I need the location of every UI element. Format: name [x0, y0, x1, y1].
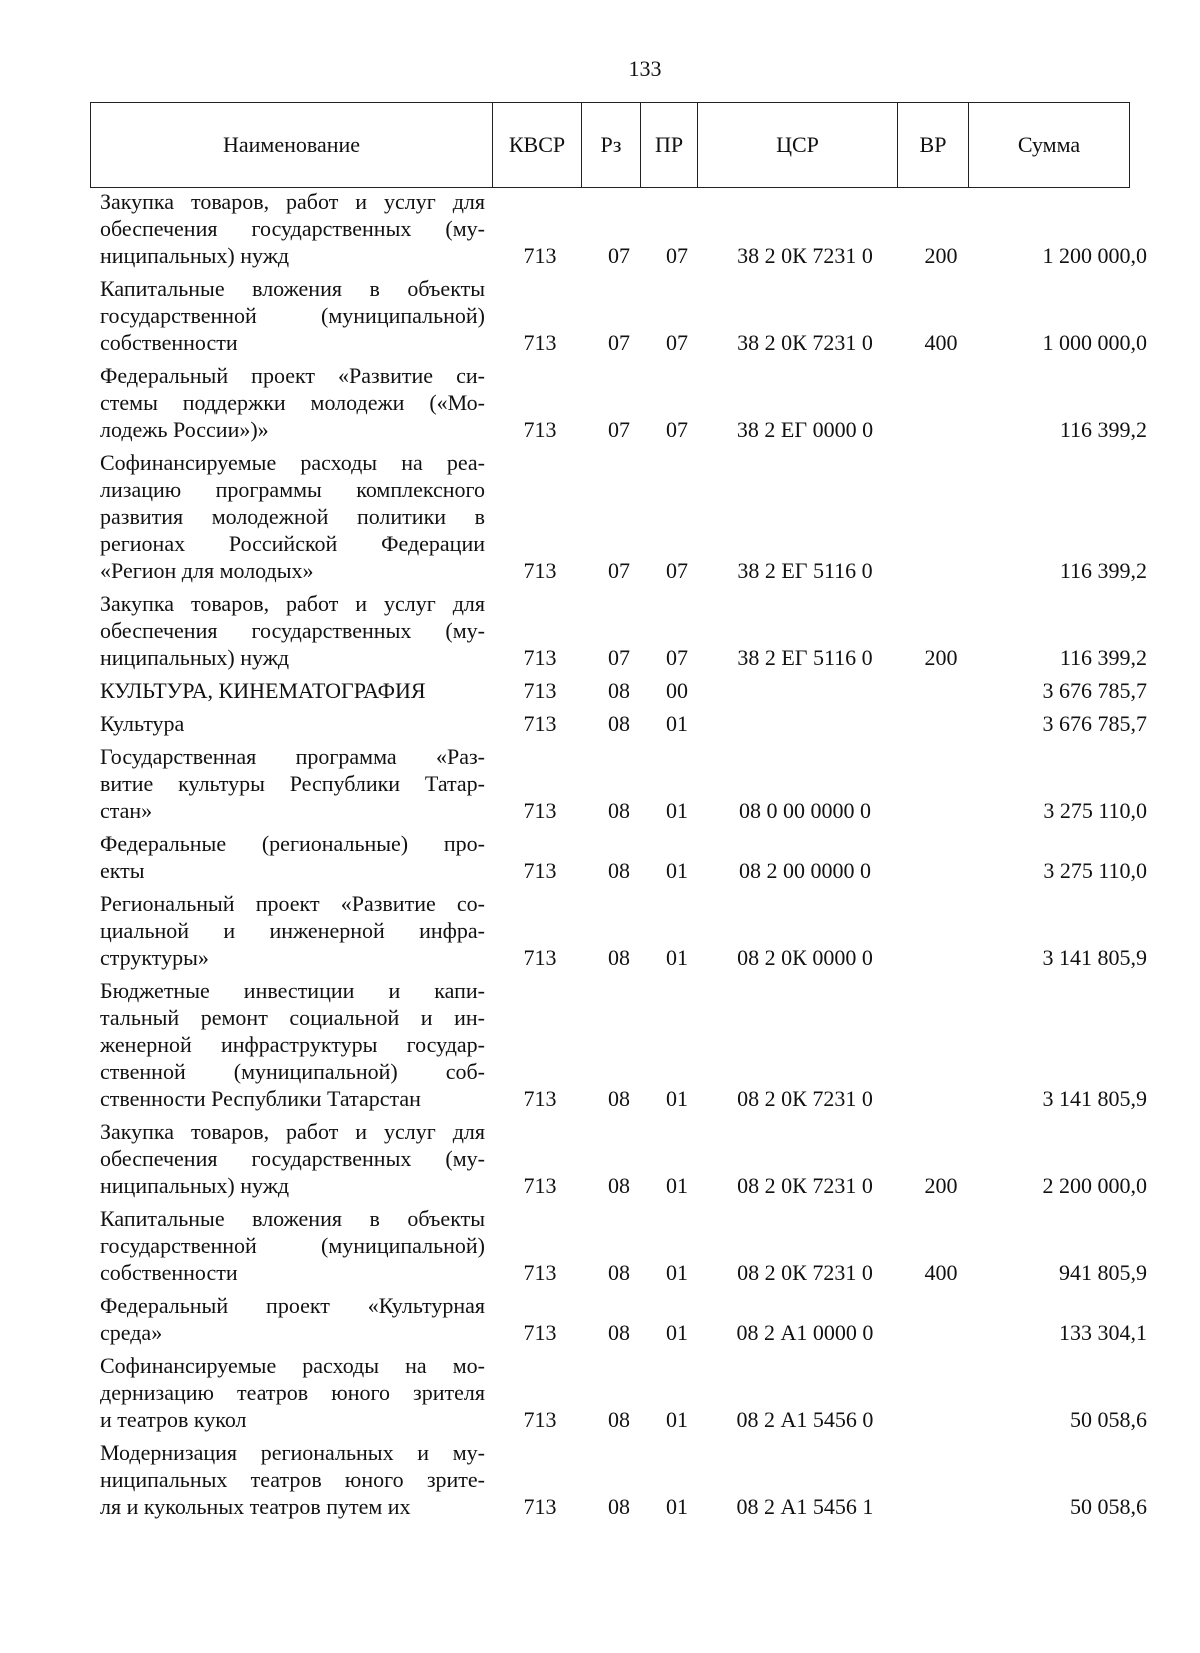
- table-row: [100, 1439, 1150, 1520]
- row-name-line: государственной (муниципальной): [100, 1233, 485, 1258]
- row-sum: 133 304,1: [1059, 1320, 1147, 1345]
- row-kvsr: 713: [523, 1494, 557, 1519]
- row-pr: 01: [666, 1086, 688, 1111]
- row-rz: 08: [608, 1086, 630, 1111]
- row-name: [100, 275, 485, 356]
- row-rz: 07: [608, 330, 630, 355]
- row-name-line: обеспечения государственных (му-: [100, 1146, 485, 1171]
- row-name-line: витие культуры Республики Татар-: [100, 771, 485, 796]
- row-pr: 07: [666, 645, 688, 670]
- row-name-line: Капитальные вложения в объекты: [100, 1206, 485, 1231]
- row-name: [100, 890, 485, 971]
- table-row: [100, 677, 1150, 704]
- row-name-line: Закупка товаров, работ и услуг для: [100, 189, 485, 214]
- row-name-line: государственной (муниципальной): [100, 303, 485, 328]
- table-row: [100, 1352, 1150, 1433]
- row-name-line: Закупка товаров, работ и услуг для: [100, 591, 485, 616]
- row-name-line: екты: [100, 858, 145, 883]
- row-csr: 08 2 А1 0000 0: [736, 1320, 874, 1345]
- row-sum: 3 141 805,9: [1042, 1086, 1147, 1111]
- row-sum: 3 676 785,7: [1042, 711, 1147, 736]
- table-row: [100, 275, 1150, 356]
- row-pr: 01: [666, 711, 688, 736]
- row-name-line: тальный ремонт социальной и ин-: [100, 1005, 485, 1030]
- row-kvsr: 713: [523, 330, 557, 355]
- row-name-line: стан»: [100, 798, 153, 823]
- row-rz: 07: [608, 243, 630, 268]
- table-row: [100, 590, 1150, 671]
- table-row: [100, 449, 1150, 584]
- row-csr: 38 2 ЕГ 5116 0: [737, 645, 873, 670]
- row-kvsr: 713: [523, 945, 557, 970]
- header-rz: Рз: [582, 103, 641, 187]
- row-csr: 08 2 00 0000 0: [739, 858, 871, 883]
- row-kvsr: 713: [523, 1407, 557, 1432]
- row-rz: 08: [608, 1494, 630, 1519]
- row-name-line: среда»: [100, 1320, 163, 1345]
- row-pr: 00: [666, 678, 688, 703]
- row-kvsr: 713: [523, 1320, 557, 1345]
- row-vr: 200: [924, 645, 958, 670]
- row-rz: 08: [608, 798, 630, 823]
- row-name-line: Софинансируемые расходы на реа-: [100, 450, 485, 475]
- row-name-line: лизацию программы комплексного: [100, 477, 485, 502]
- row-rz: 08: [608, 1260, 630, 1285]
- row-name: [100, 1352, 485, 1433]
- row-sum: 1 000 000,0: [1042, 330, 1147, 355]
- row-rz: 08: [608, 711, 630, 736]
- header-kvsr: КВСР: [493, 103, 582, 187]
- table-row: [100, 890, 1150, 971]
- row-name-line: женерной инфраструктуры государ-: [100, 1032, 485, 1057]
- row-kvsr: 713: [523, 417, 557, 442]
- row-name-line: ля и кукольных театров путем их: [100, 1494, 411, 1519]
- row-sum: 50 058,6: [1070, 1494, 1147, 1519]
- row-name-line: Модернизация региональных и му-: [100, 1440, 485, 1465]
- row-name-line: ниципальных театров юного зрите-: [100, 1467, 485, 1492]
- row-csr: 08 2 0К 7231 0: [737, 1173, 873, 1198]
- row-csr: 08 2 0К 0000 0: [737, 945, 873, 970]
- table-row: [100, 1205, 1150, 1286]
- row-name-line: собственности: [100, 330, 238, 355]
- row-pr: 01: [666, 1320, 688, 1345]
- row-name-line: циальной и инженерной инфра-: [100, 918, 485, 943]
- table-row: [100, 743, 1150, 824]
- row-name-line: ниципальных) нужд: [100, 1173, 290, 1198]
- row-rz: 07: [608, 558, 630, 583]
- row-name-line: Государственная программа «Раз-: [100, 744, 485, 769]
- row-sum: 116 399,2: [1059, 417, 1147, 442]
- row-pr: 07: [666, 558, 688, 583]
- row-sum: 3 141 805,9: [1042, 945, 1147, 970]
- row-rz: 08: [608, 945, 630, 970]
- row-name-line: развития молодежной политики в: [100, 504, 485, 529]
- row-kvsr: 713: [523, 858, 557, 883]
- row-name-line: Федеральные (региональные) про-: [100, 831, 485, 856]
- row-name: [100, 977, 485, 1112]
- row-rz: 08: [608, 1173, 630, 1198]
- row-csr: 38 2 ЕГ 5116 0: [737, 558, 873, 583]
- row-name: [100, 590, 485, 671]
- row-pr: 01: [666, 858, 688, 883]
- header-pr: ПР: [641, 103, 698, 187]
- row-kvsr: 713: [523, 798, 557, 823]
- row-name-line: Бюджетные инвестиции и капи-: [100, 978, 485, 1003]
- row-rz: 08: [608, 1407, 630, 1432]
- row-name-line: и театров кукол: [100, 1407, 247, 1432]
- row-name-line: Культура: [100, 711, 185, 736]
- row-vr: 200: [924, 1173, 958, 1198]
- table-row: [100, 830, 1150, 884]
- table-row: [100, 1118, 1150, 1199]
- row-sum: 941 805,9: [1059, 1260, 1147, 1285]
- row-sum: 50 058,6: [1070, 1407, 1147, 1432]
- row-csr: 08 0 00 0000 0: [739, 798, 871, 823]
- table-row: [100, 362, 1150, 443]
- row-name: [100, 743, 485, 824]
- row-kvsr: 713: [523, 678, 557, 703]
- row-pr: 07: [666, 330, 688, 355]
- row-name-line: Закупка товаров, работ и услуг для: [100, 1119, 485, 1144]
- header-name: Наименование: [91, 103, 493, 187]
- row-pr: 01: [666, 1407, 688, 1432]
- row-pr: 07: [666, 243, 688, 268]
- row-name-line: обеспечения государственных (му-: [100, 618, 485, 643]
- row-name-line: собственности: [100, 1260, 238, 1285]
- row-vr: 400: [924, 330, 958, 355]
- row-sum: 3 275 110,0: [1043, 798, 1147, 823]
- row-rz: 07: [608, 645, 630, 670]
- row-name: [100, 449, 485, 584]
- row-csr: 08 2 А1 5456 1: [736, 1494, 874, 1519]
- row-name-line: Капитальные вложения в объекты: [100, 276, 485, 301]
- row-name-line: обеспечения государственных (му-: [100, 216, 485, 241]
- row-rz: 08: [608, 678, 630, 703]
- row-vr: 400: [924, 1260, 958, 1285]
- header-vr: ВР: [898, 103, 969, 187]
- row-csr: 08 2 А1 5456 0: [736, 1407, 874, 1432]
- row-csr: 08 2 0К 7231 0: [737, 1260, 873, 1285]
- row-csr: 38 2 0К 7231 0: [737, 330, 873, 355]
- table-body: [100, 188, 1150, 1526]
- row-kvsr: 713: [523, 243, 557, 268]
- row-pr: 01: [666, 945, 688, 970]
- row-name-line: Региональный проект «Развитие со-: [100, 891, 485, 916]
- row-name: [100, 362, 485, 443]
- row-name-line: ниципальных) нужд: [100, 243, 290, 268]
- row-name-line: Софинансируемые расходы на мо-: [100, 1353, 485, 1378]
- table-row: [100, 710, 1150, 737]
- row-name: [100, 1118, 485, 1199]
- row-pr: 01: [666, 1260, 688, 1285]
- row-sum: 3 275 110,0: [1043, 858, 1147, 883]
- row-name: [100, 1439, 485, 1520]
- row-name-line: ниципальных) нужд: [100, 645, 290, 670]
- row-name: [100, 188, 485, 269]
- row-sum: 116 399,2: [1059, 558, 1147, 583]
- table-row: [100, 1292, 1150, 1346]
- row-rz: 08: [608, 858, 630, 883]
- row-name: [100, 830, 485, 884]
- row-kvsr: 713: [523, 645, 557, 670]
- row-name: [100, 710, 485, 737]
- row-kvsr: 713: [523, 558, 557, 583]
- row-name: [100, 1292, 485, 1346]
- row-vr: 200: [924, 243, 958, 268]
- table-row: [100, 188, 1150, 269]
- row-name-line: Федеральный проект «Развитие си-: [100, 363, 485, 388]
- row-pr: 07: [666, 417, 688, 442]
- table-row: [100, 977, 1150, 1112]
- row-name-line: «Регион для молодых»: [100, 558, 314, 583]
- row-name-line: ственной (муниципальной) соб-: [100, 1059, 485, 1084]
- row-name-line: стемы поддержки молодежи («Мо-: [100, 390, 485, 415]
- row-name-line: дернизацию театров юного зрителя: [100, 1380, 485, 1405]
- row-name-line: Федеральный проект «Культурная: [100, 1293, 485, 1318]
- row-name-line: КУЛЬТУРА, КИНЕМАТОГРАФИЯ: [100, 678, 426, 703]
- row-name-line: лодежь России»)»: [100, 417, 269, 442]
- row-name: [100, 677, 485, 704]
- table-header: [90, 102, 1130, 188]
- row-kvsr: 713: [523, 1086, 557, 1111]
- row-sum: 116 399,2: [1059, 645, 1147, 670]
- row-kvsr: 713: [523, 711, 557, 736]
- row-pr: 01: [666, 798, 688, 823]
- row-sum: 2 200 000,0: [1042, 1173, 1147, 1198]
- row-csr: 08 2 0К 7231 0: [737, 1086, 873, 1111]
- row-name: [100, 1205, 485, 1286]
- row-csr: 38 2 ЕГ 0000 0: [736, 417, 874, 442]
- row-sum: 3 676 785,7: [1042, 678, 1147, 703]
- header-sum: Сумма: [1017, 132, 1081, 157]
- header-csr: ЦСР: [698, 103, 898, 187]
- row-csr: 38 2 0К 7231 0: [737, 243, 873, 268]
- page-number: 133: [628, 56, 662, 81]
- row-kvsr: 713: [523, 1173, 557, 1198]
- row-pr: 01: [666, 1173, 688, 1198]
- row-sum: 1 200 000,0: [1042, 243, 1147, 268]
- row-name-line: структуры»: [100, 945, 209, 970]
- row-name-line: ственности Республики Татарстан: [100, 1086, 421, 1111]
- row-rz: 08: [608, 1320, 630, 1345]
- row-name-line: регионах Российской Федерации: [100, 531, 485, 556]
- row-rz: 07: [608, 417, 630, 442]
- row-pr: 01: [666, 1494, 688, 1519]
- row-kvsr: 713: [523, 1260, 557, 1285]
